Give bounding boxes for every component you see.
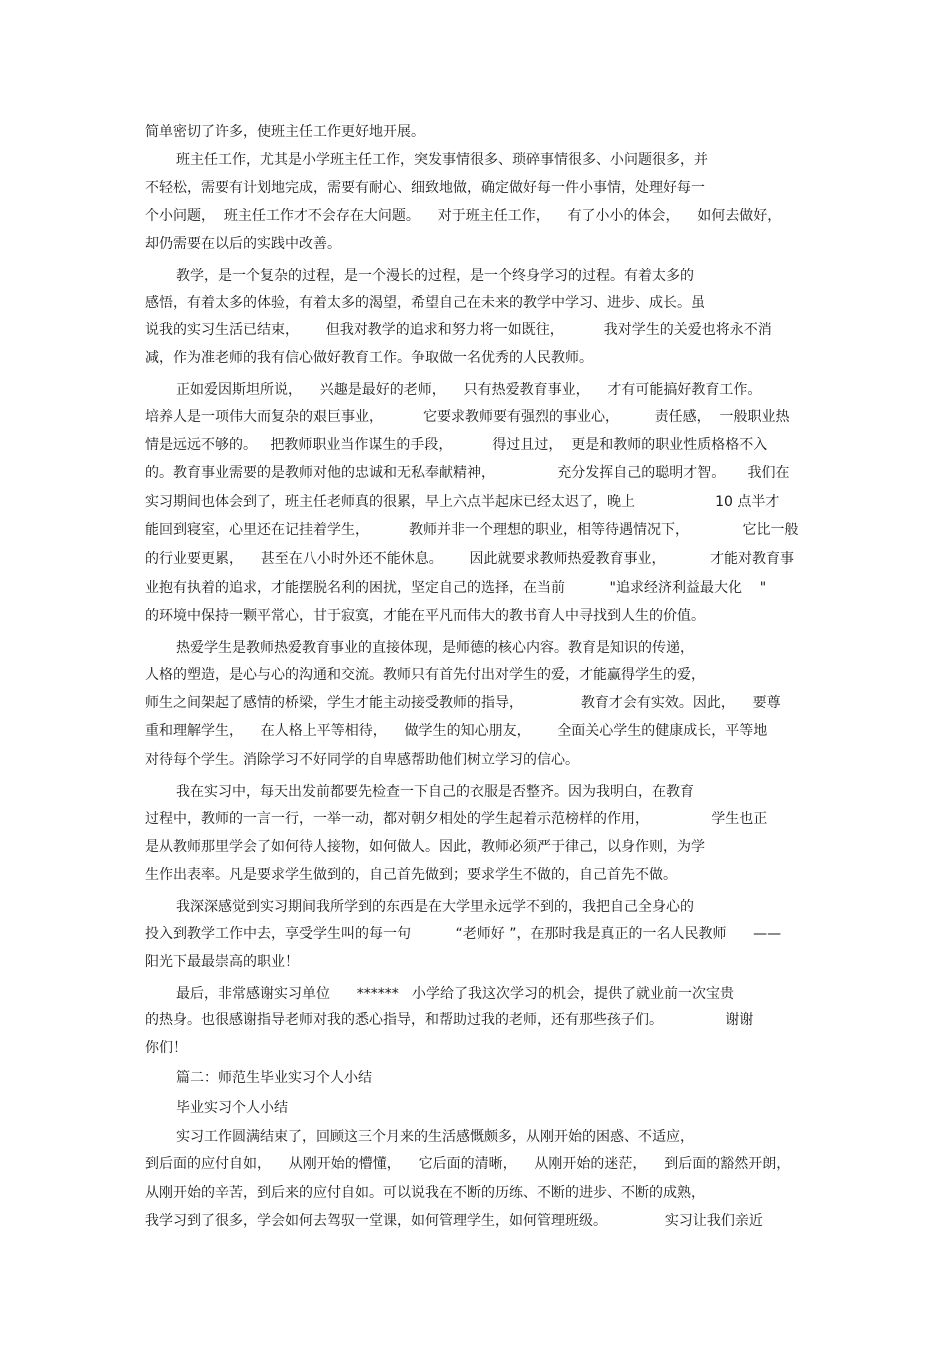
text-line: 培养人是一项伟大而复杂的艰巨事业， 它要求教师要有强烈的事业心， 责任感， 一般职业热 — [145, 409, 790, 425]
text-line: 班主任工作，尤其是小学班主任工作，突发事情很多、琐碎事情很多、小问题很多，并 — [176, 152, 708, 168]
text-line: 业抱有执着的追求，才能摆脱名利的困扰，坚定自己的选择，在当前 "追求经济利益最大化 " — [145, 580, 767, 596]
text-line: 不轻松，需要有计划地完成，需要有耐心、细致地做，确定做好每一件小事情，处理好每一 — [145, 180, 705, 196]
text-line: 你们！ — [145, 1040, 187, 1056]
text-line: 教学，是一个复杂的过程，是一个漫长的过程，是一个终身学习的过程。有着太多的 — [176, 268, 694, 284]
text-line: 我学习到了很多，学会如何去驾驭一堂课，如何管理学生，如何管理班级。 实习让我们亲近 — [145, 1213, 763, 1229]
section-heading: 篇二：师范生毕业实习个人小结 — [176, 1070, 372, 1086]
text-line: 师生之间架起了感情的桥梁，学生才能主动接受教师的指导， 教育才会有实效。因此， 要尊 — [145, 695, 781, 711]
text-line: 我深深感觉到实习期间我所学到的东西是在大学里永远学不到的，我把自己全身心的 — [176, 899, 694, 915]
text-line: 投入到教学工作中去，享受学生叫的每一句 “老师好 ”，在那时我是真正的一名人民教师 —— — [145, 926, 782, 942]
text-line: 是从教师那里学会了如何待人接物，如何做人。因此，教师必须严于律己，以身作则，为学 — [145, 839, 705, 855]
text-line: 到后面的应付自如， 从刚开始的懵懂， 它后面的清晰， 从刚开始的迷茫， 到后面的豁然开朗， — [145, 1156, 791, 1172]
text-line: 生作出表率。凡是要求学生做到的，自己首先做到；要求学生不做的，自己首先不做。 — [145, 867, 677, 883]
text-line: 情是远远不够的。 把教师职业当作谋生的手段， 得过且过， 更是和教师的职业性质格格不入 — [145, 437, 768, 453]
text-line: 过程中，教师的一言一行，一举一动，都对朝夕相处的学生起着示范榜样的作用， 学生也正 — [145, 811, 768, 827]
text-line: 正如爱因斯坦所说， 兴趣是最好的老师， 只有热爱教育事业， 才有可能搞好教育工作。 — [176, 382, 762, 398]
text-line: 重和理解学生， 在人格上平等相待， 做学生的知心朋友， 全面关心学生的健康成长，平等地 — [145, 723, 768, 739]
text-line: 说我的实习生活已结束， 但我对教学的追求和努力将一如既往， 我对学生的关爱也将永不消 — [145, 322, 772, 338]
section-subheading: 毕业实习个人小结 — [176, 1100, 288, 1116]
text-line: 的热身。也很感谢指导老师对我的悉心指导，和帮助过我的老师，还有那些孩子们。 谢谢 — [145, 1012, 754, 1028]
text-line: 感悟，有着太多的体验，有着太多的渴望，希望自己在未来的教学中学习、进步、成长。虽 — [145, 295, 705, 311]
text-line: 从刚开始的辛苦，到后来的应付自如。可以说我在不断的历练、不断的进步、不断的成熟， — [145, 1185, 705, 1201]
text-line: 却仍需要在以后的实践中改善。 — [145, 236, 341, 252]
text-line: 对待每个学生。消除学习不好同学的自卑感帮助他们树立学习的信心。 — [145, 752, 579, 768]
text-line: 的环境中保持一颗平常心，甘于寂寞，才能在平凡而伟大的教书育人中寻找到人生的价值。 — [145, 608, 705, 624]
text-line: 我在实习中，每天出发前都要先检查一下自己的衣服是否整齐。因为我明白，在教育 — [176, 784, 694, 800]
text-line: 的行业要更累， 甚至在八小时外还不能休息。 因此就要求教师热爱教育事业， 才能对教育事 — [145, 551, 795, 567]
text-line: 能回到寝室，心里还在记挂着学生， 教师并非一个理想的职业，相等待遇情况下， 它比一般 — [145, 522, 799, 538]
text-line: 个小问题， 班主任工作才不会存在大问题。 对于班主任工作， 有了小小的体会， 如何去做好， — [145, 208, 782, 224]
text-line: 实习期间也体会到了，班主任老师真的很累，早上六点半起床已经太迟了，晚上 10 点半才 — [145, 494, 780, 510]
text-line: 实习工作圆满结束了，回顾这三个月来的生活感慨颇多，从刚开始的困惑、不适应， — [176, 1129, 694, 1145]
text-line: 减，作为准老师的我有信心做好教育工作。争取做一名优秀的人民教师。 — [145, 350, 593, 366]
text-line: 的。教育事业需要的是教师对他的忠诚和无私奉献精神， 充分发挥自己的聪明才智。 我们在 — [145, 465, 790, 481]
text-line: 最后，非常感谢实习单位 ****** 小学给了我这次学习的机会，提供了就业前一次宝贵 — [176, 986, 735, 1002]
text-line: 简单密切了许多，使班主任工作更好地开展。 — [145, 124, 425, 140]
text-line: 热爱学生是教师热爱教育事业的直接体现，是师德的核心内容。教育是知识的传递， — [176, 640, 694, 656]
text-line: 阳光下最最崇高的职业！ — [145, 954, 299, 970]
text-line: 人格的塑造，是心与心的沟通和交流。教师只有首先付出对学生的爱，才能赢得学生的爱， — [145, 667, 705, 683]
